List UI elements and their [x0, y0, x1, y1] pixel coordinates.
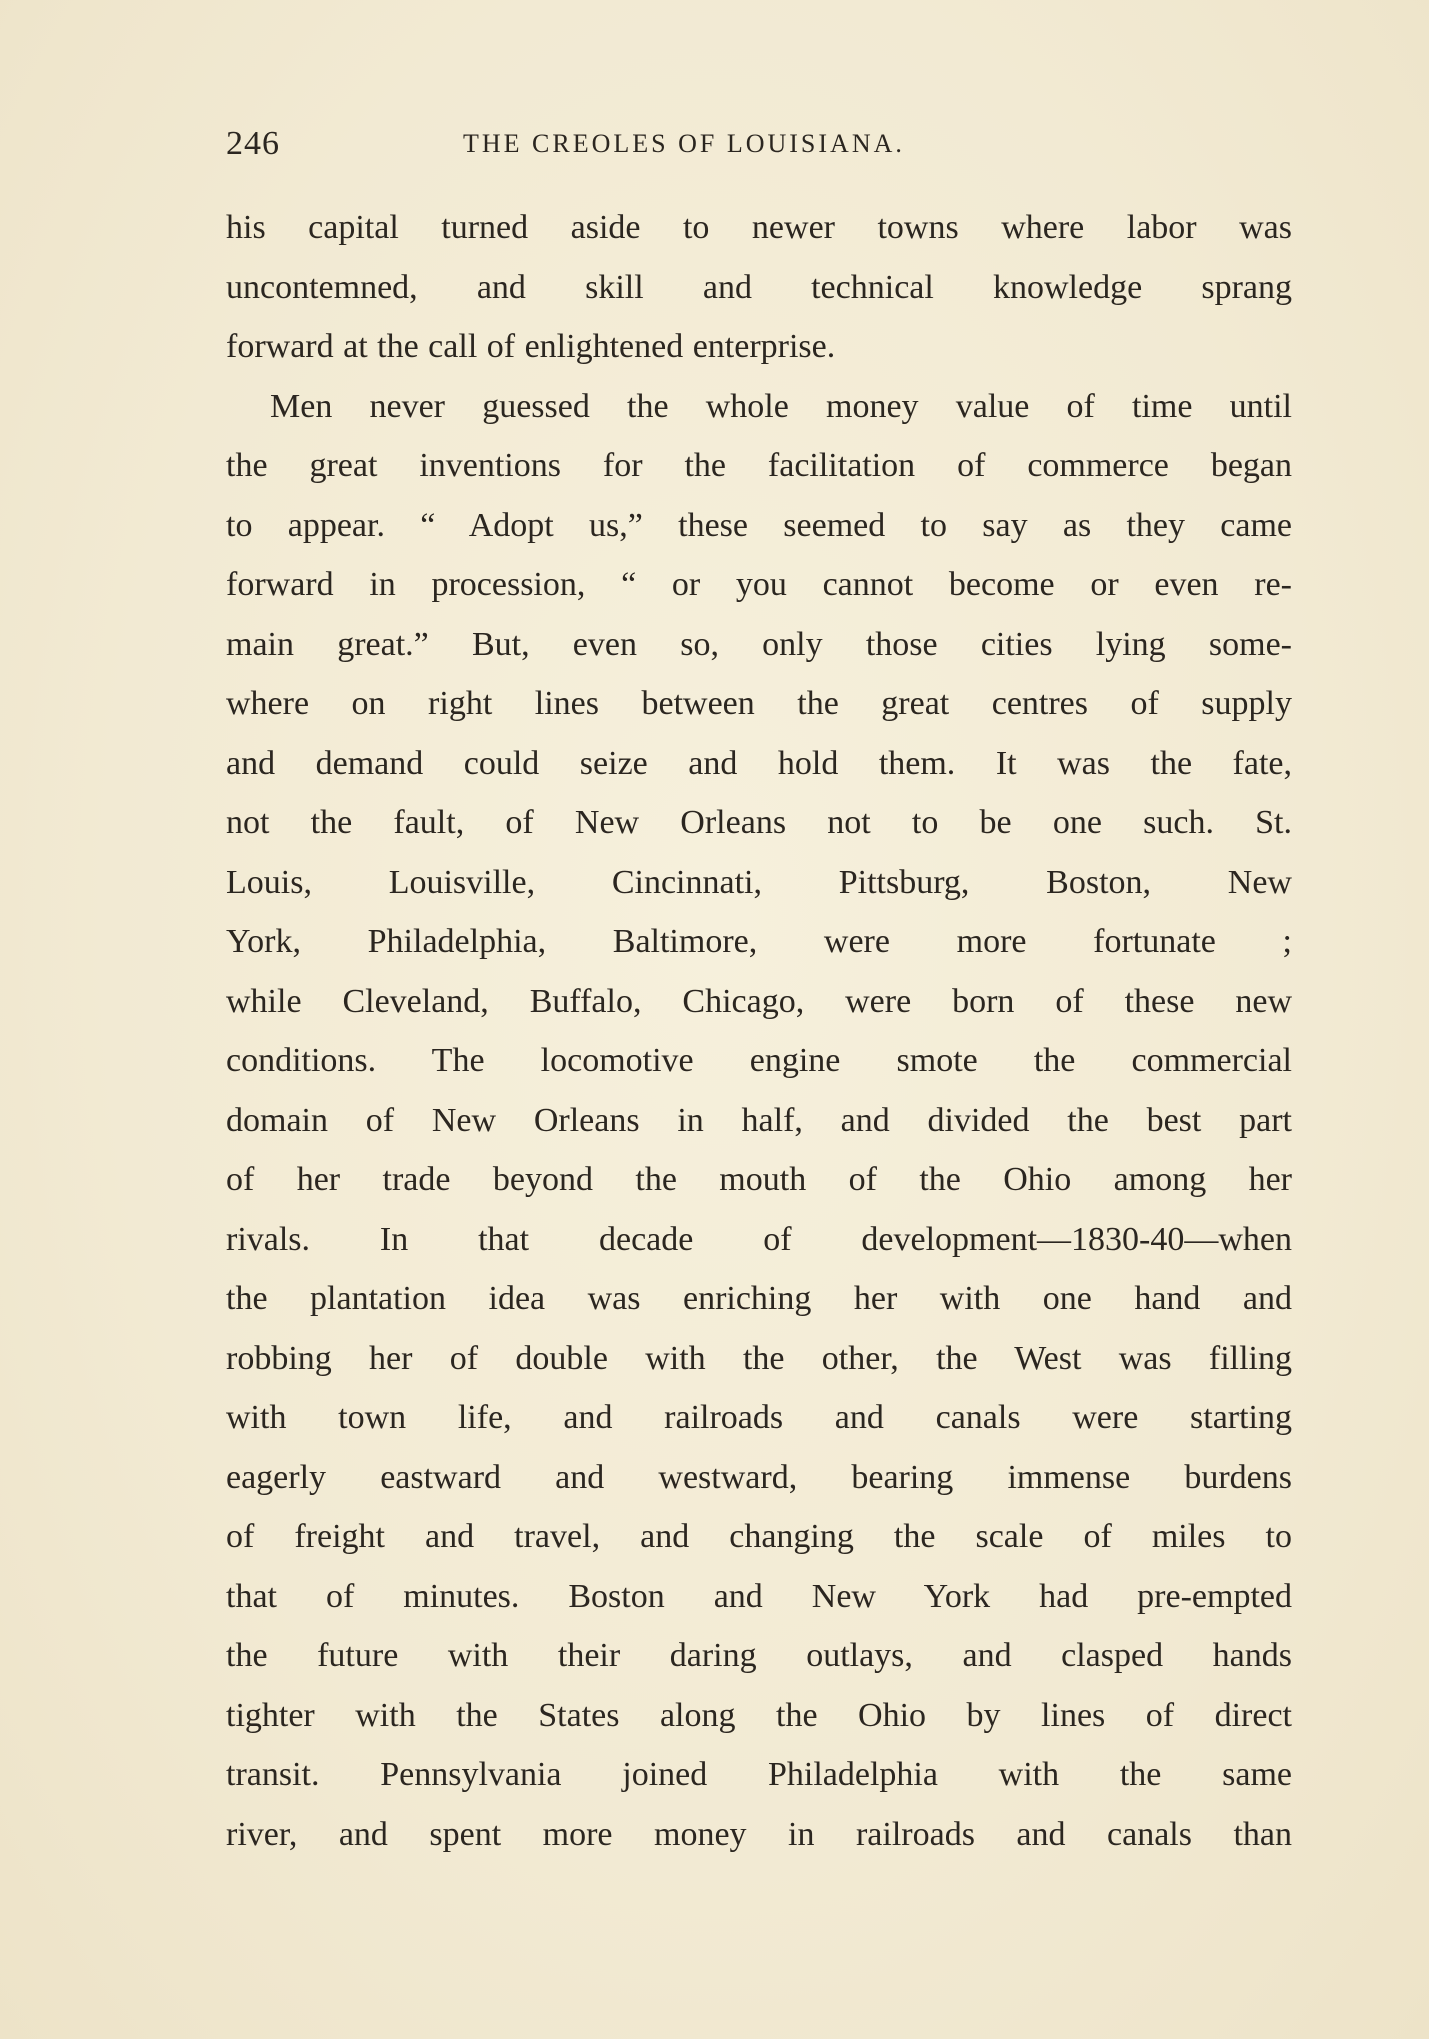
text-line: his capital turned aside to newer towns where labor was — [226, 209, 1292, 246]
body-text — [226, 198, 1292, 1864]
text-line: of her trade beyond the mouth of the Ohio among her — [226, 1161, 1292, 1198]
text-line: York, Philadelphia, Baltimore, were more fortunate ; — [226, 923, 1292, 960]
text-line: tighter with the States along the Ohio by lines of direct — [226, 1696, 1292, 1734]
text-line: while Cleveland, Buffalo, Chicago, were born of these new — [226, 982, 1292, 1020]
text-line: forward in procession, “ or you cannot become or even re- — [226, 566, 1292, 603]
text-line: river, and spent more money in railroads and canals than — [226, 1815, 1292, 1853]
text-line: to appear. “ Adopt us,” these seemed to say as they came — [226, 506, 1292, 544]
text-line: forward at the call of enlightened enterprise. — [226, 328, 836, 365]
text-line: where on right lines between the great centres of supply — [226, 685, 1292, 722]
text-line: transit. Pennsylvania joined Philadelphia with the same — [226, 1756, 1292, 1793]
text-line: Men never guessed the whole money value of time until — [270, 387, 1292, 425]
text-line: domain of New Orleans in half, and divided the best part — [226, 1101, 1292, 1139]
text-line: Louis, Louisville, Cincinnati, Pittsburg, Boston, New — [226, 863, 1292, 901]
text-line: of freight and travel, and changing the scale of miles to — [226, 1518, 1292, 1555]
text-line: rivals. In that decade of development—1830-40—when — [226, 1220, 1292, 1258]
text-line: main great.” But, even so, only those cities lying some- — [226, 625, 1292, 663]
text-line: the great inventions for the facilitation of commerce began — [226, 447, 1292, 484]
text-line: conditions. The locomotive engine smote the commercial — [226, 1042, 1292, 1079]
text-line: the plantation idea was enriching her with one hand and — [226, 1280, 1292, 1317]
page-header — [226, 122, 1292, 166]
text-line: and demand could seize and hold them. It was the fate, — [226, 744, 1292, 782]
page-number: 246 — [226, 125, 280, 162]
text-line: eagerly eastward and westward, bearing immense burdens — [226, 1458, 1292, 1496]
text-line: that of minutes. Boston and New York had pre-empted — [226, 1577, 1292, 1615]
text-line: the future with their daring outlays, and clasped hands — [226, 1637, 1292, 1674]
text-line: with town life, and railroads and canals were starting — [226, 1399, 1292, 1436]
text-line: not the fault, of New Orleans not to be one such. St. — [226, 804, 1292, 841]
text-line: uncontemned, and skill and technical knowledge sprang — [226, 268, 1292, 306]
text-line: robbing her of double with the other, the West was filling — [226, 1339, 1292, 1377]
running-title: THE CREOLES OF LOUISIANA. — [463, 129, 905, 158]
